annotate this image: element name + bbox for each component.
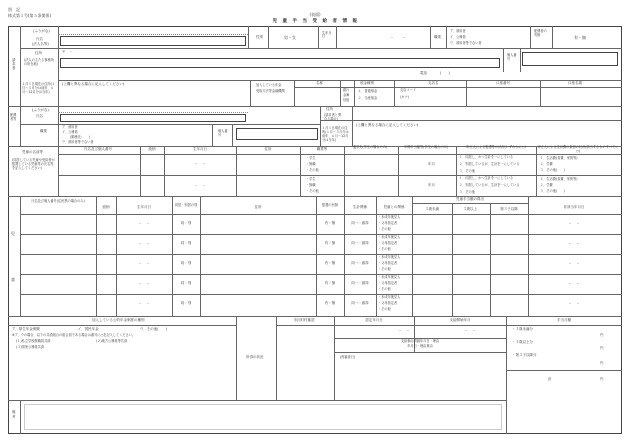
pension-kind-3[interactable]: ウ．その他( )	[140, 327, 167, 331]
care-2-livelihood[interactable]: 同一・維持	[351, 241, 369, 245]
care-2-together[interactable]: 同・別	[180, 241, 192, 245]
care-3-birth[interactable]: ・ ・	[138, 261, 150, 266]
approve-value-2[interactable]: ・ ・	[464, 328, 476, 333]
child-2-support-2[interactable]: ２．学費	[540, 183, 553, 187]
phone-label: 電話	[420, 71, 427, 75]
care-col-relation: 続柄	[102, 205, 110, 209]
address-label: 住所	[35, 51, 42, 55]
birthdate-value[interactable]: ・ ・	[390, 35, 406, 40]
birthdate-label: 生年月日	[322, 31, 332, 39]
total-label: 計	[548, 377, 552, 381]
child-1-guardian-2[interactable]: ・無職	[306, 162, 316, 166]
office-option-3[interactable]: ウ．被用者等でない者	[450, 41, 482, 45]
child-2-birth[interactable]: ・ ・	[194, 183, 206, 188]
care-col-pay-3rd: 第３子以降	[500, 207, 518, 211]
care-4-together[interactable]: 同・別	[180, 281, 192, 285]
care-4-rel-1[interactable]: ・未成年後見人	[378, 275, 401, 279]
pension-sub-1[interactable]: (１)私立学校教職員共済	[16, 339, 51, 343]
personal-no-field[interactable]	[522, 52, 618, 66]
child-1-guardian-1[interactable]: ・学生	[306, 156, 316, 160]
care-2-pay[interactable]: ・ ・	[568, 241, 580, 246]
spouse-office-label: 職業	[40, 129, 47, 133]
applicant-corp-label: (法人名等)	[32, 42, 49, 46]
care-3-rel-3[interactable]: ・その他	[378, 267, 391, 271]
child-1-support-2[interactable]: ２．学費	[540, 162, 553, 166]
care-5-together[interactable]: 同・別	[180, 301, 192, 305]
care-5-rel-2[interactable]: ・父母指定者	[378, 301, 398, 305]
children-side-note: (同居している児童や受給者が監護している児童等の氏名等を記入してください)	[12, 158, 55, 170]
children-col-reason: 申立人による監護等の状況(いずれかに○)	[466, 145, 526, 149]
account-no-label: 口座番号	[496, 81, 510, 85]
care-5-birth[interactable]: ・ ・	[138, 301, 150, 306]
office-option-2[interactable]: イ．公務員	[450, 35, 466, 39]
amount-label-2: ・３歳以上分	[512, 340, 533, 344]
spouse-name-label: 氏名	[36, 114, 43, 118]
branch-label: 支店名	[428, 81, 439, 85]
bank-type-1: 銀行	[343, 88, 350, 92]
care-col-address: 住所	[254, 205, 262, 209]
care-3-rel-1[interactable]: ・未成年後見人	[378, 255, 401, 259]
gender-choice[interactable]: 男・女	[284, 35, 296, 40]
phone-value[interactable]: ( )	[440, 71, 450, 75]
care-5-pay[interactable]: ・ ・	[568, 301, 580, 306]
spouse-name-field[interactable]	[60, 114, 246, 122]
care-1-rel-3[interactable]: ・その他	[378, 227, 391, 231]
care-col-together: 同居・別居の別	[174, 203, 198, 207]
care-1-rel-1[interactable]: ・未成年後見人	[378, 215, 401, 219]
remarks-label: 備 考	[12, 410, 16, 419]
amount-label-3: ・第３子以降分	[512, 353, 537, 357]
account-type-label: 口座名義	[568, 81, 582, 85]
kana-label: (カナ)	[400, 95, 409, 99]
front-label: (表面)	[309, 12, 321, 17]
bank-name-label: 名称	[316, 81, 323, 85]
care-1-livelihood[interactable]: 同一・維持	[351, 221, 369, 225]
care-col-last: 非該当年月日	[563, 205, 585, 209]
remarks-field[interactable]	[24, 404, 502, 430]
care-col-relation2: 児童との関係	[383, 205, 405, 209]
care-4-rel-2[interactable]: ・父母指定者	[378, 281, 398, 285]
income-label: 所得の状況	[246, 355, 264, 359]
approve-header: 認定年月日	[365, 318, 383, 322]
deposit-option-1[interactable]: １．普通預金	[358, 89, 378, 93]
care-col-care: 監護の有無	[322, 203, 338, 207]
amount-yen-2: 円	[600, 346, 604, 350]
total-yen: 円	[600, 377, 604, 381]
spouse-address-label: 住所	[326, 107, 333, 111]
care-1-rel-2[interactable]: ・父母指定者	[378, 221, 398, 225]
care-2-rel-2[interactable]: ・父母指定者	[378, 241, 398, 245]
personal-no-label: 個人番号	[507, 53, 517, 61]
spouse-address-sub: (請求者と異なる場合)	[324, 113, 342, 121]
care-3-pay[interactable]: ・ ・	[568, 261, 580, 266]
care-5-care[interactable]: 有・無	[324, 301, 336, 305]
care-1-pay[interactable]: ・ ・	[568, 221, 580, 226]
change-label: 支給事由消滅年月日・理由	[400, 339, 440, 343]
approve-value-1[interactable]: ・ ・	[398, 328, 410, 333]
children-side-label: 児童の名前等	[22, 150, 43, 154]
care-2-care[interactable]: 有・無	[324, 241, 336, 245]
header-line1: 別 記	[8, 7, 20, 12]
spouse-exists-label: 配偶者の有無	[534, 29, 547, 37]
child-1-year[interactable]: 年月	[428, 162, 435, 166]
amount-label-1: ・３歳未満分	[512, 327, 533, 331]
spouse-office-4[interactable]: ウ．被用者等でない者	[62, 140, 94, 144]
care-3-care[interactable]: 有・無	[324, 261, 336, 265]
applicant-name-label: 氏名	[36, 37, 43, 41]
pension-kind-header: 加入している公的年金制度の種別	[92, 318, 145, 322]
spouse-office-2[interactable]: イ．公務員	[62, 130, 78, 134]
header-line2: 様式第１号(第５条関係)	[8, 13, 52, 18]
postal-mark: 〒 －	[62, 50, 73, 54]
care-4-birth[interactable]: ・ ・	[138, 281, 150, 286]
bank-type-2: 金庫	[343, 93, 350, 97]
spouse-personal-no-label: 個人番号	[218, 129, 228, 137]
care-side-label-1: 児	[11, 231, 15, 236]
address-sub: (法人の主たる事務所の所在地)	[24, 58, 54, 66]
amount-header: 手当月額	[557, 318, 571, 322]
children-col-address: 住所	[264, 147, 272, 151]
pension-label2: 受取方法等金融機関	[256, 89, 285, 93]
care-2-rel-1[interactable]: ・未成年後見人	[378, 235, 401, 239]
pension-note: ※ア、ウの場合、以下の共済組合の組合員である場合は番号に○を記入してください。	[12, 333, 136, 337]
children-col-other-income: 年間手当額等(学生の場合のみ)	[404, 145, 448, 149]
care-3-livelihood[interactable]: 同一・維持	[351, 261, 369, 265]
child-1-reason-3[interactable]: ３．その他	[459, 169, 475, 173]
care-4-livelihood[interactable]: 同一・維持	[351, 281, 369, 285]
spouse-personal-no-field[interactable]	[236, 128, 318, 140]
child-2-reason-3[interactable]: ３．その他	[459, 190, 475, 194]
children-col-school: 通学先(学生の場合のみ)	[352, 145, 388, 149]
care-4-rel-3[interactable]: ・その他	[378, 287, 391, 291]
care-5-livelihood[interactable]: 同一・維持	[351, 301, 369, 305]
care-col-birth: 生年月日	[137, 205, 151, 209]
amount-yen-3: 円	[600, 361, 604, 365]
deposit-option-2[interactable]: ２．当座預金	[358, 96, 378, 100]
pension-sub-2[interactable]: (２)地方公務員等共済	[96, 339, 128, 343]
pension-kind-2[interactable]: イ．国民年金	[78, 327, 99, 331]
child-2-reason-1[interactable]: １．同居し、かつ生計を一にしている	[459, 176, 514, 180]
care-col-pay-3over: ３歳以上	[463, 207, 477, 211]
pension-sub-3[interactable]: (３)国家公務員共済	[16, 345, 44, 349]
children-col-birth: 生年月日	[193, 147, 207, 151]
applicant-furigana-label: (ふりがな)	[33, 29, 50, 33]
children-col-support: 申立人による生計費の負担の状況(該当するものすべてに○)	[537, 145, 619, 153]
care-1-together[interactable]: 同・別	[180, 221, 192, 225]
care-4-pay[interactable]: ・ ・	[568, 281, 580, 286]
care-5-rel-3[interactable]: ・その他	[378, 307, 391, 311]
spouse-section-label: 配偶者等	[10, 113, 17, 121]
bank-type-3: 信組	[343, 98, 350, 102]
spouse-exists-choice[interactable]: 有・無	[574, 35, 586, 40]
pension-kind-1[interactable]: ア．厚生年金保険	[12, 327, 40, 331]
child-2-guardian-2[interactable]: ・無職	[306, 183, 316, 187]
children-col-relation: 続柄	[148, 147, 156, 151]
care-3-rel-2[interactable]: ・父母指定者	[378, 261, 398, 265]
bank-type-label: 預金種別	[360, 81, 374, 85]
change-sub: 年月日・理由事由	[407, 344, 433, 348]
care-col-name: 氏名及び個人番号(住民票の場合のみ)	[31, 199, 85, 203]
child-1-reason-1[interactable]: １．同居し、かつ生計を一にしている	[459, 155, 514, 159]
child-1-support-1[interactable]: １．生活費(食費、家賃等)	[540, 156, 578, 160]
prev-address-note: (上欄と異なる場合に記入してください)	[62, 82, 125, 86]
prev-address-label: １月１日現在の住所(１月～５月分は前年、６月～12月分は当年)	[22, 82, 56, 95]
gender-label: 性別	[256, 35, 263, 39]
spouse-furigana-label: (ふりがな)	[32, 108, 49, 112]
address-field[interactable]	[60, 58, 500, 68]
extra-label: (再審査日)	[340, 355, 356, 359]
care-2-rel-3[interactable]: ・その他	[378, 247, 391, 251]
office-option-1[interactable]: ア．被用者	[450, 29, 466, 33]
care-col-pay-group: 児童手当額の算出	[456, 197, 484, 201]
spouse-prev-address-label: １月１日現在の住所(１月～５月分は前年、６月～12月分は当年)	[322, 126, 349, 142]
spouse-prev-address-note: (上欄と異なる場合に記入してください)	[356, 123, 419, 127]
pension-label: 加入している年金	[256, 83, 282, 87]
care-col-pay-3under: ３歳未満	[425, 207, 439, 211]
children-col-guardian: 職業等	[316, 147, 328, 151]
child-2-support-3[interactable]: ３．その他( )	[540, 189, 565, 193]
children-col-name: 氏名及び個人番号	[84, 147, 112, 151]
care-2-birth[interactable]: ・ ・	[138, 241, 150, 246]
care-side-label-2: 童	[11, 277, 15, 282]
child-2-guardian-3[interactable]: ・その他	[306, 189, 319, 193]
child-2-reason-2[interactable]: ２．別居しているが、生計を一にしている	[459, 183, 520, 187]
child-1-guardian-3[interactable]: ・その他	[306, 168, 319, 172]
care-4-care[interactable]: 有・無	[324, 281, 336, 285]
child-2-guardian-1[interactable]: ・学生	[306, 177, 316, 181]
form-title: 児 童 手 当 受 給 者 情 報	[272, 19, 358, 24]
child-2-year[interactable]: 年月	[428, 183, 435, 187]
care-col-livelihood: 生計関係	[353, 205, 367, 209]
amount-yen-1: 円	[600, 333, 604, 337]
spouse-office-1[interactable]: ア．被用者	[62, 125, 78, 129]
payment-header: 支給開始年月	[449, 318, 471, 322]
office-check-header: 市区町村確認	[293, 318, 315, 322]
child-1-reason-2[interactable]: ２．別居しているが、生計を一にしている	[459, 162, 520, 166]
spouse-office-3[interactable]: (勤務先： )	[70, 135, 91, 139]
applicant-name-field[interactable]	[60, 36, 246, 46]
child-2-support-1[interactable]: １．生活費(食費、家賃等)	[540, 177, 578, 181]
child-1-birth[interactable]: ・ ・	[194, 161, 206, 166]
care-5-rel-1[interactable]: ・未成年後見人	[378, 295, 401, 299]
care-1-care[interactable]: 有・無	[324, 221, 336, 225]
child-1-support-3[interactable]: ３．その他( )	[540, 168, 565, 172]
branch-code-label: 支店コード	[400, 88, 416, 92]
office-label: 職業	[434, 35, 441, 39]
applicant-section-label: 請 求 者	[12, 58, 16, 71]
care-3-together[interactable]: 同・別	[180, 261, 192, 265]
care-1-birth[interactable]: ・ ・	[138, 221, 150, 226]
